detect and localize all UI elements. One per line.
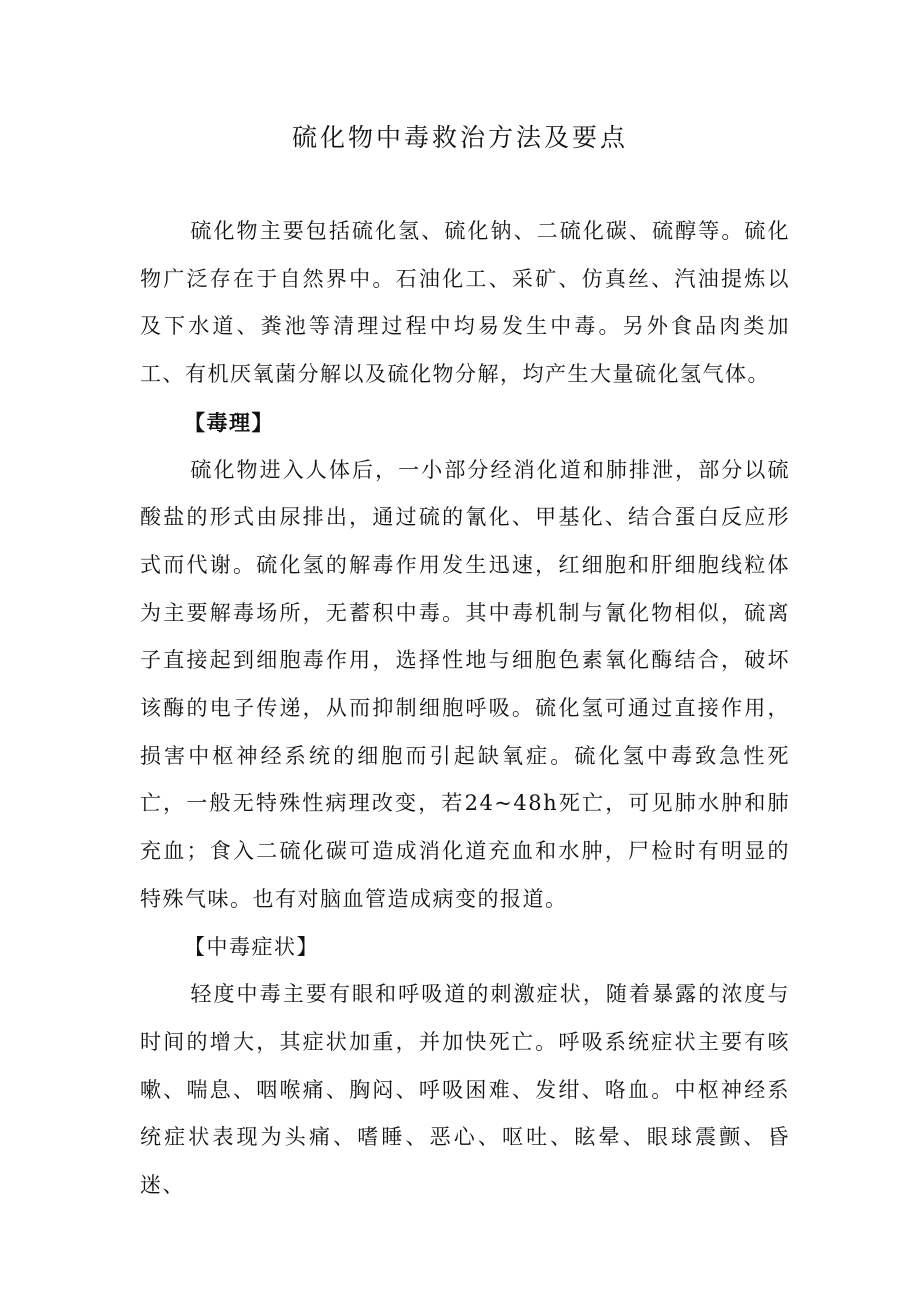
- document-title: 硫化物中毒救治方法及要点: [291, 123, 628, 152]
- toxicology-paragraph: 硫化物进入人体后，一小部分经消化道和肺排泄，部分以硫酸盐的形式由尿排出，通过硫的氰化、甲基化、结合蛋白反应形式而代谢。硫化氢的解毒作用发生迅速，红细胞和肝细胞线粒体为主要解毒场所，无蓄积中毒。其中毒机制与氰化物相似，硫离子直接起到细胞毒作用，选择性地与细胞色素氧化酶结合，破坏该酶的电子传递，从而抑制细胞呼吸。硫化氢可通过直接作用，损害中枢神经系统的细胞而引起缺氧症。硫化氢中毒致急性死亡，一般无特殊性病理改变，若24~48h死亡，可见肺水肿和肺充血；食入二硫化碳可造成消化道充血和水肿，尸检时有明显的特殊气味。也有对脑血管造成病变的报道。: [140, 457, 790, 911]
- document-body: [140, 208, 790, 1210]
- section-heading-toxicology: 【毒理】: [184, 409, 274, 435]
- symptoms-paragraph: 轻度中毒主要有眼和呼吸道的刺激症状，随着暴露的浓度与时间的增大，其症状加重，并加快死亡。呼吸系统症状主要有咳嗽、喘息、咽喉痛、胸闷、呼吸困难、发绀、咯血。中枢神经系统症状表现为头痛、嗜睡、恶心、呕吐、眩晕、眼球震颤、昏迷、: [140, 982, 790, 1198]
- section-heading-symptoms: 【中毒症状】: [184, 934, 319, 959]
- intro-paragraph: 硫化物主要包括硫化氢、硫化钠、二硫化碳、硫醇等。硫化物广泛存在于自然界中。石油化工、采矿、仿真丝、汽油提炼以及下水道、粪池等清理过程中均易发生中毒。另外食品肉类加工、有机厌氧菌分解以及硫化物分解，均产生大量硫化氢气体。: [140, 219, 790, 387]
